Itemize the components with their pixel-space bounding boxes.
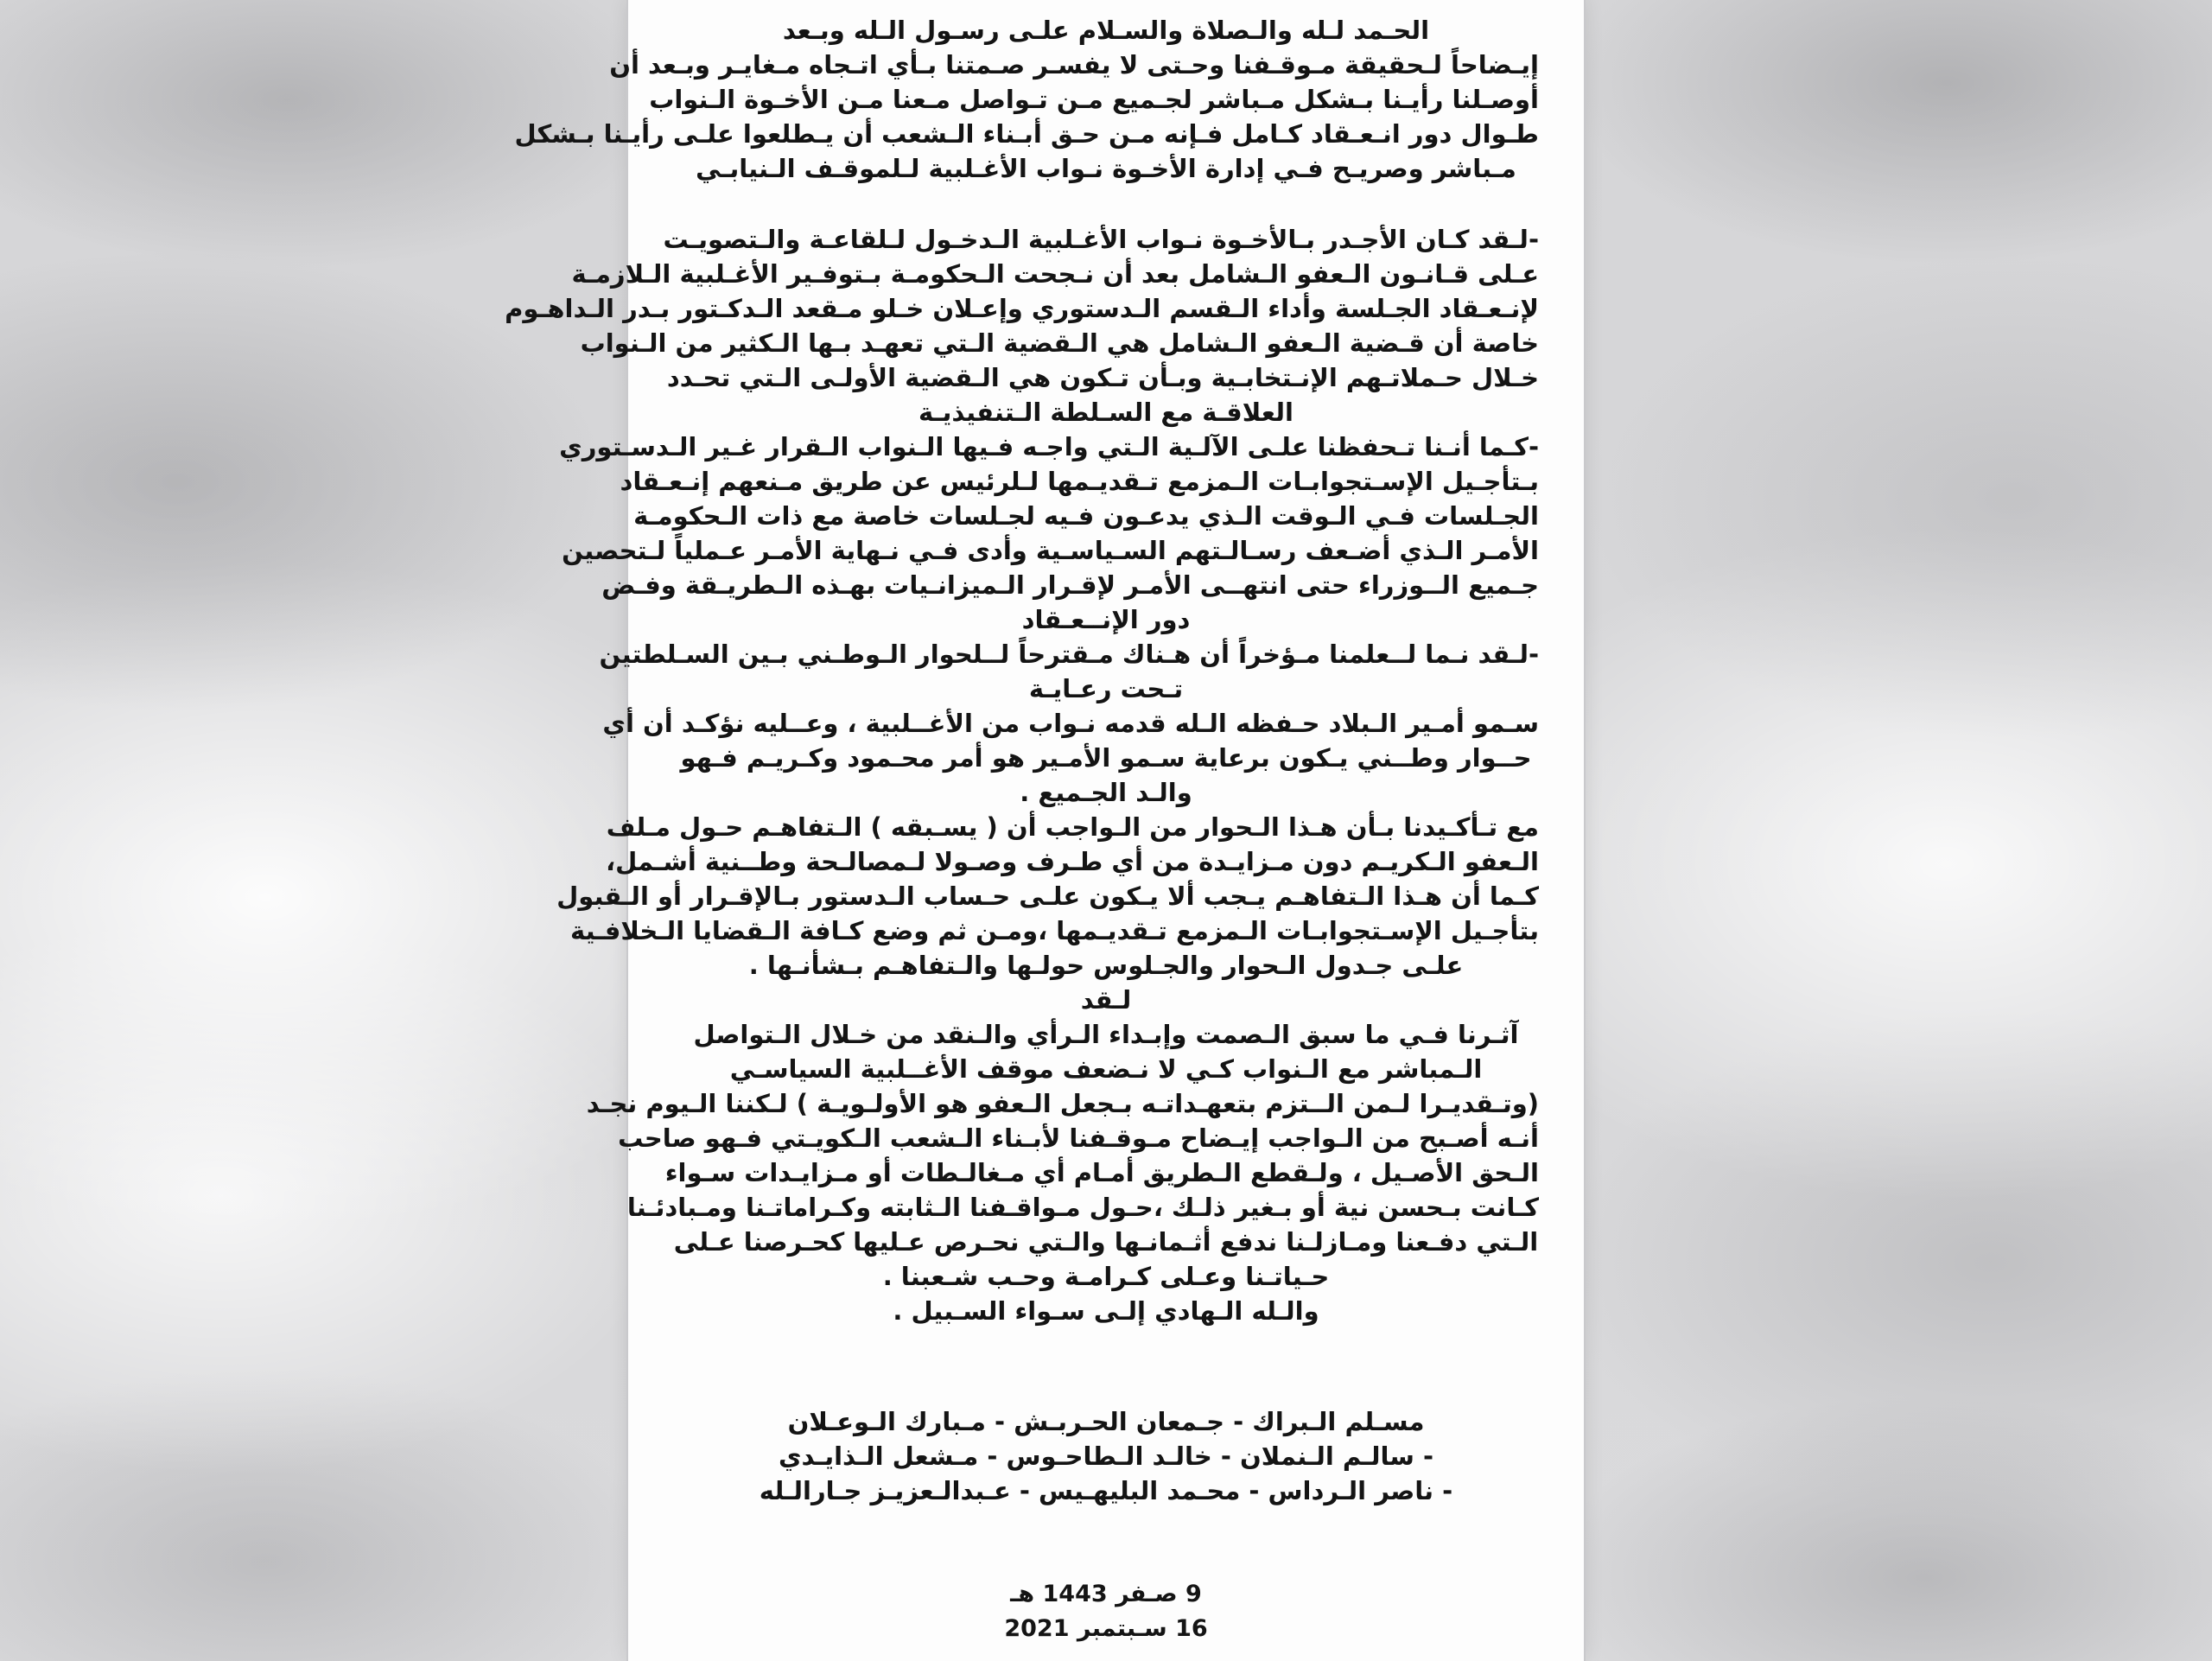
text-line: تـحت رعـايـة: [1028, 674, 1184, 703]
text-line: جـميع الــوزراء حتى انتهــى الأمـر لإقـرار الـميزانـيات بهـذه الـطريـقة وفـض: [601, 570, 1539, 600]
text-line: الـتي دفـعنا ومـازلـنا ندفع أثـمانـها والـتي نحـرص عـليها كحـرصنا عـلى: [673, 1227, 1539, 1257]
text-line: بـتأجـيل الإسـتجوابـات الـمزمع تـقديـمها لـلرئيس عن طريق مـنعهم إنـعـقاد: [620, 467, 1539, 496]
paragraph-closing: [586, 1017, 1539, 1328]
text-line: الـحق الأصـيل ، ولـقطع الـطريق أمـام أي مـغالـطات أو مـزايـدات سـواء: [664, 1158, 1539, 1187]
text-line: -لـقد كـان الأجـدر بـالأخـوة نـواب الأغـلبية الـدخـول لـلقاعـة والـتصويـت: [663, 225, 1539, 254]
text-line: الحـمد لـله والـصلاة والسـلام علـى رسـول الـله وبـعد: [782, 16, 1430, 45]
text-line: حــوار وطــني يـكون برعاية سـمو الأمـير هو أمر محـمود وكـريـم فـهو: [680, 743, 1532, 773]
text-line: مـباشر وصريـح فـي إدارة الأخـوة نـواب الأغـلبية لـلموقـف الـنيابـي: [696, 154, 1516, 183]
text-line: طـوال دور انـعـقاد كـامل فـإنه مـن حـق أبـناء الـشعب أن يـطلعوا علـى رأيـنا بـشكل: [514, 119, 1539, 149]
text-line: بتأجـيل الإسـتجوابـات الـمزمع تـقديـمها ،ومـن ثم وضع كـافة الـقضايا الـخلافـية: [570, 916, 1539, 945]
text-line: - سالـم الـنملان - خالـد الـطاحـوس - مـشعل الـذايـدي: [778, 1441, 1434, 1471]
statement-page: [505, 0, 1584, 1661]
text-line: - ناصر الـرداس - محـمد البليهـيس - عـبدالـعزيـز جـارالـله: [759, 1476, 1453, 1505]
text-line: حـياتـنا وعـلى كـرامـة وحـب شـعبنا .: [882, 1262, 1330, 1291]
text-line: علـى جـدول الـحوار والجـلوس حولـها والـتفاهـم بـشأنـها .: [748, 951, 1464, 980]
text-line: -لـقد نـما لــعلمنا مـؤخراً أن هـناك مـقترحاً لــلحوار الـوطـني بـين السـلطتين: [599, 640, 1539, 669]
paragraph-conditions: [556, 810, 1539, 1017]
text-line: لـقد: [1080, 985, 1132, 1015]
statement-body: [505, 13, 1539, 1328]
date-block: [673, 1577, 1539, 1646]
text-line: العلاقـة مع السـلطة الـتنفيذيـة: [918, 398, 1294, 427]
text-line: مع تـأكـيدنا بـأن هـذا الـحوار من الـواجب أن ( يسـبقه ) الـتفاهـم حـول مـلف: [606, 812, 1539, 842]
text-line: الجـلسات فـي الـوقت الـذي يدعـون فـيه لجـلسات خاصة مع ذات الـحكومـة: [633, 501, 1539, 531]
text-line: والـله الـهادي إلـى سـواء السـبيل .: [893, 1296, 1319, 1326]
text-line: والـد الجـميع .: [1020, 778, 1192, 807]
text-line: كـما أن هـذا الـتفاهـم يـجب ألا يـكون علـى حـساب الـدستور بـالإقـرار أو الـقبول: [556, 881, 1539, 911]
text-line: إيـضاحاً لـحقيقة مـوقـفنا وحـتى لا يفسـر صـمتنا بـأي اتـجاه مـغايـر وبـعد أن: [609, 50, 1539, 80]
text-line: أنـه أصـبح من الـواجب إيـضاح مـوقـفنا لأبـناء الـشعب الـكويـتي فـهو صاحب: [618, 1123, 1539, 1153]
text-line: مسـلم الـبراك - جـمعان الحـربـش - مـبارك الـوعـلان: [787, 1407, 1425, 1436]
text-line: (وتـقديـرا لـمن الــتزم بتعهـداتـه بـجعل الـعفو هو الأولـويـة ) لـكننا الـيوم نجـد: [586, 1089, 1539, 1118]
text-line: خـلال حـملاتـهم الإنـتخابـية وبـأن تـكون هي الـقضية الأولـى الـتي تحـدد: [666, 363, 1539, 392]
text-line: آثـرنا فـي ما سبق الـصمت وإبـداء الـرأي والـنقد من خـلال الـتواصل: [693, 1020, 1519, 1049]
text-line: لإنـعـقاد الجـلسة وأداء الـقسم الـدستوري وإعـلان خـلو مـقعد الـدكـتور بـدر الـداهـوم: [505, 294, 1539, 323]
text-line: كـانت بـحسن نية أو بـغير ذلـك ،حـول مـواقـفنا الـثابته وكـراماتـنا ومـبادئـنا: [626, 1193, 1539, 1222]
gregorian-date: 16 سـبتمبر 2021: [1004, 1615, 1208, 1642]
text-line: سـمو أمـير الـبلاد حـفظه الـله قدمه نـواب من الأغــلبية ، وعــليه نؤكـد أن أي: [602, 709, 1539, 738]
paragraph-point-voting: [505, 222, 1539, 430]
paragraph-intro: [514, 13, 1539, 186]
text-line: الأمـر الـذي أضـعف رسـالـتهم السـياسـية وأدى فـي نـهاية الأمـر عـملياً لـتحصين: [562, 536, 1539, 565]
text-line: -كـما أنـنا تـحفظنا علـى الآلـية الـتي واجـه فـيها الـنواب الـقرار غـير الـدسـتوري: [559, 432, 1539, 461]
text-line: الـعفو الـكريـم دون مـزايـدة من أي طـرف وصـولا لـمصالـحة وطــنية أشـمل،: [606, 847, 1539, 876]
text-line: دور الإنــعـقاد: [1021, 605, 1191, 634]
text-line: خاصة أن قـضية الـعفو الـشامل هي الـقضية الـتي تعهـد بـها الـكثير من الـنواب: [580, 328, 1539, 358]
signatures-block: [673, 1404, 1539, 1508]
text-line: عـلى قـانـون الـعفو الـشامل بعد أن نـجحت الـحكومـة بـتوفـير الأغـلبية الـلازمـة: [571, 259, 1539, 289]
hijri-date: 9 صـفر 1443 هـ: [1010, 1581, 1202, 1607]
paragraph-point-dialogue: [599, 637, 1539, 810]
text-line: أوصـلنا رأيـنا بـشكل مـباشر لجـميع مـن تـواصل مـعنا مـن الأخـوة الـنواب: [649, 85, 1539, 114]
text-line: الـمباشر مع الـنواب كـي لا نـضعف موقف الأغــلبية السياسـي: [729, 1054, 1483, 1084]
paragraph-point-mechanism: [559, 430, 1539, 637]
